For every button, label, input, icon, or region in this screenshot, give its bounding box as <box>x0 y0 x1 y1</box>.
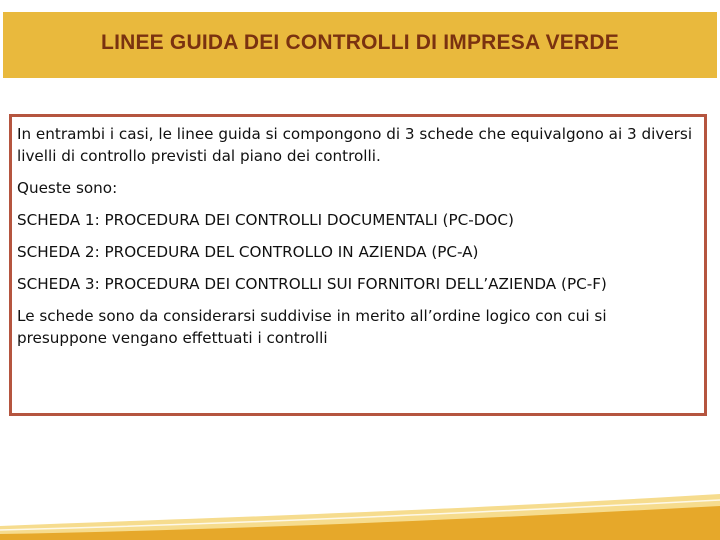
slide-title: LINEE GUIDA DEI CONTROLLI DI IMPRESA VERDE <box>101 31 619 54</box>
content-box <box>9 114 707 416</box>
title-bar <box>3 12 717 78</box>
scheda-2: SCHEDA 2: PROCEDURA DEL CONTROLLO IN AZIENDA (PC-A) <box>17 243 479 261</box>
decorative-wave <box>0 480 720 540</box>
closing-paragraph: Le schede sono da considerarsi suddivise in merito all’ordine logico con cui si presuppone vengano effettuati i controlli <box>17 307 607 347</box>
scheda-3: SCHEDA 3: PROCEDURA DEI CONTROLLI SUI FORNITORI DELL’AZIENDA (PC-F) <box>17 275 607 293</box>
scheda-1: SCHEDA 1: PROCEDURA DEI CONTROLLI DOCUMENTALI (PC-DOC) <box>17 211 514 229</box>
list-intro: Queste sono: <box>17 179 118 197</box>
intro-paragraph: In entrambi i casi, le linee guida si compongono di 3 schede che equivalgono ai 3 diversi livelli di controllo previsti dal piano dei controlli. <box>17 125 693 165</box>
